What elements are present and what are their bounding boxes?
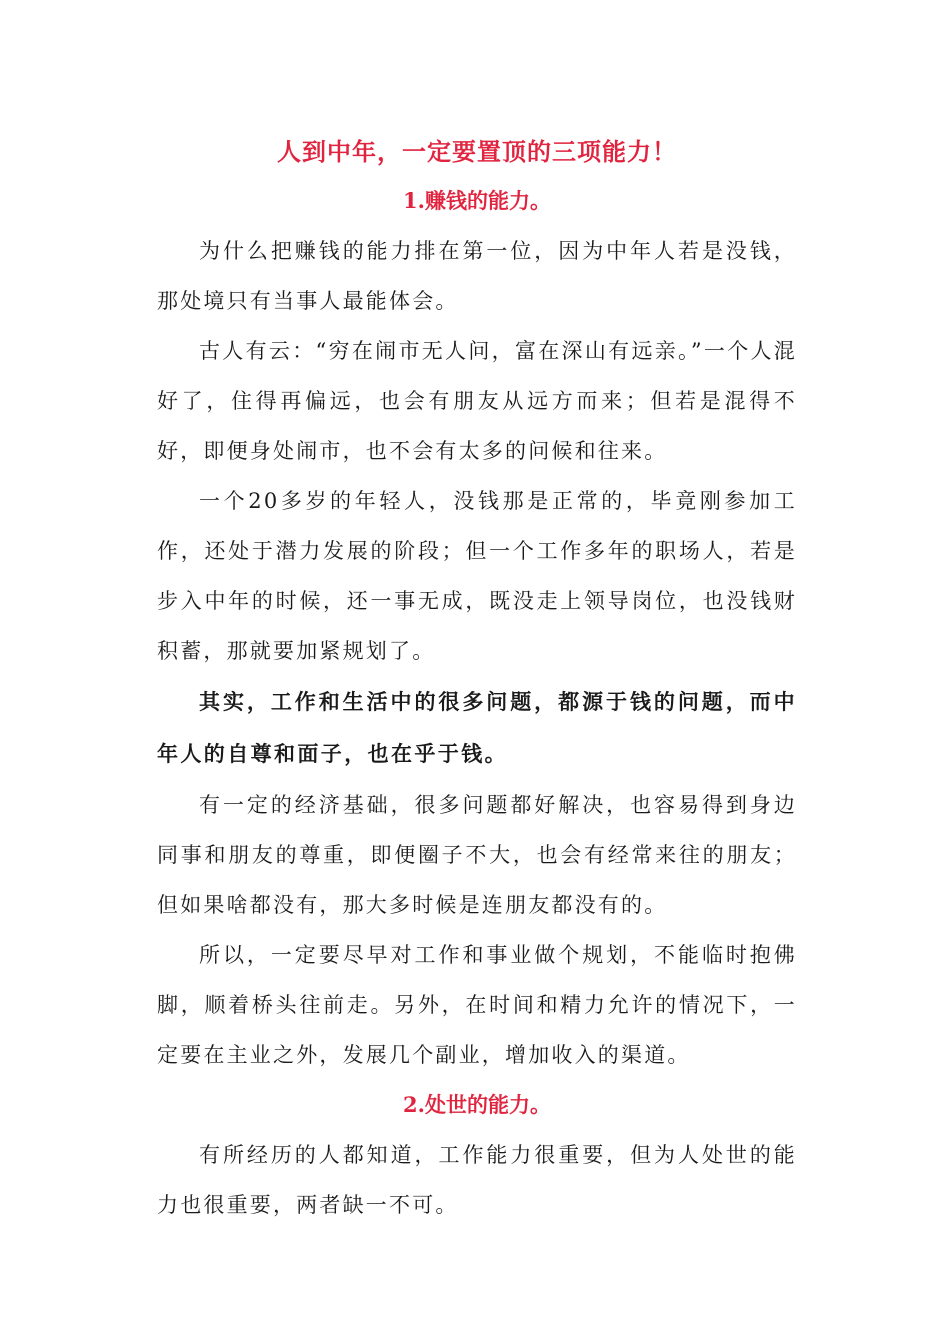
paragraph-5: 所以，一定要尽早对工作和事业做个规划，不能临时抱佛脚，顺着桥头往前走。另外，在时间和精力允许的情况下，一定要在主业之外，发展几个副业，增加收入的渠道。 <box>157 943 797 1067</box>
paragraph-3: 一个20多岁的年轻人，没钱那是正常的，毕竟刚参加工作，还处于潜力发展的阶段；但一个工作多年的职场人，若是步入中年的时候，还一事无成，既没走上领导岗位，也没钱财积蓄，那就要加紧规划了。 <box>157 489 797 663</box>
bold-paragraph: 其实，工作和生活中的很多问题，都源于钱的问题，而中年人的自尊和面子，也在乎于钱。 <box>157 690 797 766</box>
paragraph-6: 有所经历的人都知道，工作能力很重要，但为人处世的能力也很重要，两者缺一不可。 <box>157 1143 797 1217</box>
paragraph-2: 古人有云：“穷在闹市无人问，富在深山有远亲。”一个人混好了，住得再偏远，也会有朋友从远方而来；但若是混得不好，即便身处闹市，也不会有太多的问候和往来。 <box>157 339 797 463</box>
section-heading-2: 2.处世的能力。 <box>403 1092 551 1117</box>
paragraph-1: 为什么把赚钱的能力排在第一位，因为中年人若是没钱，那处境只有当事人最能体会。 <box>157 239 797 313</box>
section-heading-1: 1.赚钱的能力。 <box>403 188 551 213</box>
document-title: 人到中年，一定要置顶的三项能力！ <box>277 138 677 166</box>
document-page <box>157 128 797 1230</box>
paragraph-4: 有一定的经济基础，很多问题都好解决，也容易得到身边同事和朋友的尊重，即便圈子不大，也会有经常来往的朋友；但如果啥都没有，那大多时候是连朋友都没有的。 <box>157 793 797 917</box>
